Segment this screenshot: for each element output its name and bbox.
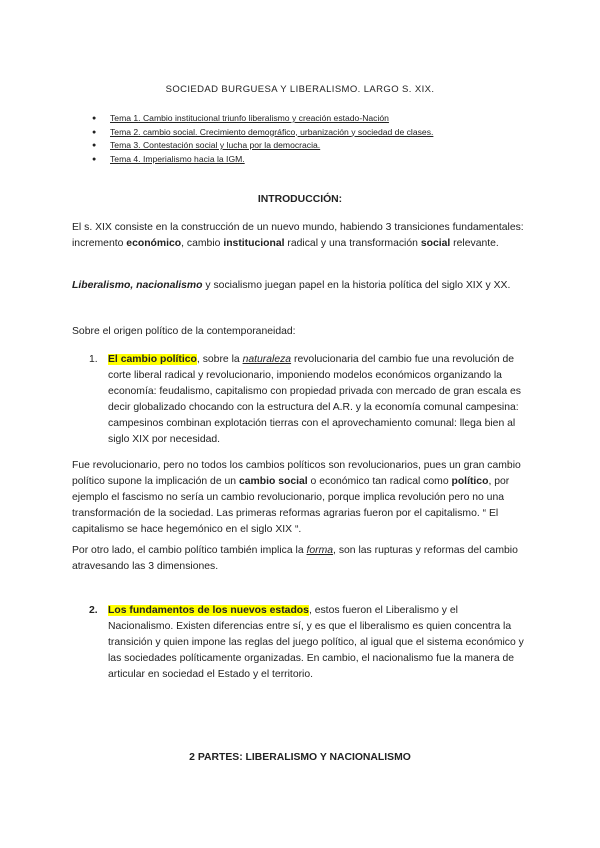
text-run: o económico tan radical como: [307, 476, 452, 487]
parts-heading: 2 PARTES: LIBERALISMO Y NACIONALISMO: [189, 752, 411, 763]
bullet-icon: ●: [92, 155, 97, 163]
text-run: Fue revolucionario, pero no todos los cambios políticos son revolucionarios, pues un gran cambio político supone la implicación de un: [72, 460, 521, 487]
list-number: 1.: [89, 354, 98, 365]
document-title: SOCIEDAD BURGUESA Y LIBERALISMO. LARGO S. XIX.: [165, 84, 435, 95]
toc-link[interactable]: Tema 1. Cambio institucional triunfo liberalismo y creación estado-Nación: [110, 113, 389, 123]
text-run: El s. XIX consiste en la construcción de un nuevo mundo, habiendo 3 transiciones fundamentales: incremento: [72, 222, 524, 249]
highlighted-text: Los fundamentos de los nuevos estados: [108, 605, 309, 616]
text-run-italic: naturaleza: [242, 354, 292, 365]
paragraph-transitions: [72, 220, 528, 252]
toc-link[interactable]: Tema 3. Contestación social y lucha por la democracia.: [110, 140, 321, 150]
text-run-bold: institucional: [223, 238, 285, 249]
text-run: Por otro lado, el cambio político también implica la: [72, 545, 307, 556]
list-item-political-change: [72, 352, 528, 448]
paragraph-form: [72, 543, 528, 575]
bullet-icon: ●: [92, 128, 97, 136]
text-run: , cambio: [181, 238, 224, 249]
paragraph-ideologies: [72, 278, 528, 294]
toc-item: [92, 112, 433, 126]
text-run-bold: económico: [126, 238, 182, 249]
bullet-icon: ●: [92, 142, 97, 149]
text-run: relevante.: [450, 238, 499, 249]
toc-item: [92, 126, 433, 140]
text-run-bold-italic: Liberalismo, nacionalismo: [72, 280, 203, 291]
list-number: 2.: [89, 605, 98, 616]
text-run: revolucionaria del cambio fue una revolución de corte liberal radical y revolucionario, imponiendo modelos económicos organizando la economía: feudalismo, capitalismo con propiedad privada con mercado de gran escala es decir globalizado chocando con la estructura del A.R. y la economía comunal campesina: campesinos combinan explotación tierras con el aprovechamiento comunal: llega bien al siglo XIX por necesidad.: [108, 354, 521, 445]
intro-heading: INTRODUCCIÓN:: [257, 194, 343, 205]
text-run: y socialismo juegan papel en la historia política del siglo XIX y XX.: [202, 280, 511, 291]
paragraph-origin: Sobre el origen político de la contemporaneidad:: [72, 326, 296, 337]
toc-item: [92, 139, 433, 153]
highlighted-text: El cambio político: [108, 354, 197, 365]
text-run: , sobre la: [196, 354, 243, 365]
text-run: radical y una transformación: [284, 238, 421, 249]
bullet-icon: ●: [92, 115, 97, 122]
table-of-contents: [92, 112, 433, 166]
toc-link[interactable]: Tema 2. cambio social. Crecimiento demográfico, urbanización y sociedad de clases.: [110, 126, 434, 137]
toc-link[interactable]: Tema 4. Imperialismo hacia la IGM.: [110, 153, 245, 164]
paragraph-revolutionary: [72, 458, 528, 538]
toc-item: [92, 153, 433, 167]
text-run: , estos fueron el Liberalismo y el Nacionalismo. Existen diferencias entre sí, y es que el liberalismo es quien concentra la transición y quien impone las reglas del juego político, al igual que el sistema económico y las sociedades políticamente organizadas. En cambio, el nacionalismo fue la manera de articular en sociedad el Estado y el territorio.: [108, 605, 524, 680]
text-run-italic: forma: [306, 545, 334, 556]
text-run-bold: político: [451, 476, 489, 487]
text-run-bold: cambio social: [238, 476, 308, 487]
text-run-bold: social: [420, 238, 451, 249]
list-item-foundations: [72, 603, 528, 683]
text-run: , son las rupturas y reformas del cambio atravesando las 3 dimensiones.: [72, 545, 518, 572]
text-run: , por ejemplo el fascismo no sería un cambio revolucionario, porque implica revolución pero no una transformación de la sociedad. Las primeras reformas agrarias fueron por el capitalismo. “ El capitalismo se hace hegemónico en el siglo XIX “.: [72, 476, 510, 535]
